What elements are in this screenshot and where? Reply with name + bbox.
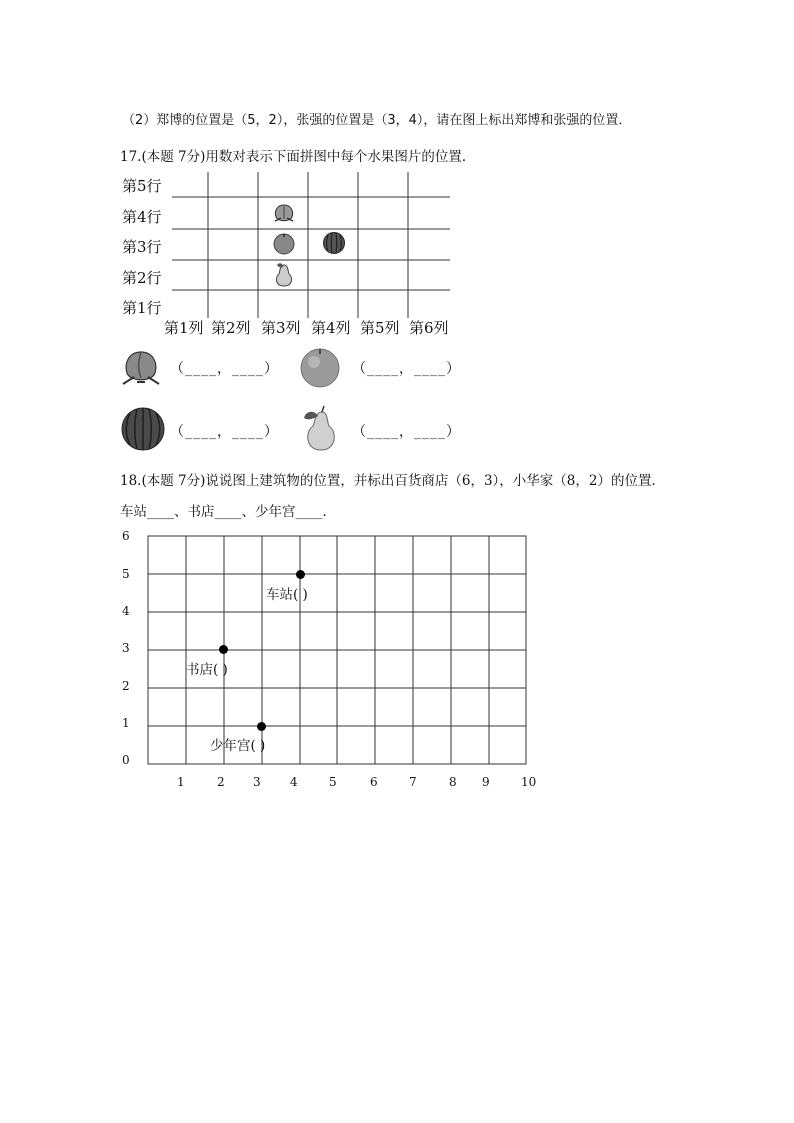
y-tick-1: 1	[122, 716, 130, 730]
y-tick-4: 4	[122, 604, 130, 618]
col-label-6: 第6列	[409, 319, 449, 337]
station-point	[296, 570, 305, 579]
x-tick-7: 7	[409, 775, 417, 789]
row-label-2: 第2行	[122, 269, 162, 287]
col-label-2: 第2列	[211, 319, 251, 337]
q18-fill-line[interactable]: 车站____、书店____、少年宫____．	[120, 504, 336, 520]
row-label-4: 第4行	[122, 208, 162, 226]
x-tick-1: 1	[177, 775, 185, 789]
x-tick-10: 10	[521, 775, 537, 789]
x-tick-3: 3	[253, 775, 261, 789]
col-label-1: 第1列	[164, 319, 204, 337]
y-tick-3: 3	[122, 641, 130, 655]
peach-answer[interactable]: （____，____）	[170, 361, 279, 377]
station-label: 车站( )	[266, 587, 308, 603]
x-tick-6: 6	[370, 775, 378, 789]
row-label-3: 第3行	[122, 238, 162, 256]
bookstore-point	[219, 645, 228, 654]
q18-title: 18.(本题 7分)说说图上建筑物的位置，并标出百货商店（6，3），小华家（8，2）的位置．	[120, 473, 665, 489]
x-tick-8: 8	[449, 775, 457, 789]
y-tick-6: 6	[122, 529, 130, 543]
youth-palace-label: 少年宫( )	[210, 738, 266, 754]
apple-answer[interactable]: （____，____）	[352, 361, 461, 377]
col-label-3: 第3列	[261, 319, 301, 337]
q17-title: 17.(本题 7分)用数对表示下面拼图中每个水果图片的位置．	[120, 149, 476, 165]
x-tick-5: 5	[329, 775, 337, 789]
pear-answer[interactable]: （____，____）	[352, 424, 461, 440]
watermelon-answer[interactable]: （____，____）	[170, 424, 279, 440]
q16-part2-text: （2）郑博的位置是（5，2），张强的位置是（3，4），请在图上标出郑博和张强的位置．	[122, 113, 632, 128]
y-tick-2: 2	[122, 679, 130, 693]
col-label-5: 第5列	[360, 319, 400, 337]
youth-palace-point	[257, 722, 266, 731]
y-tick-5: 5	[122, 567, 130, 581]
bookstore-label: 书店( )	[186, 662, 228, 678]
row-label-5: 第5行	[122, 177, 162, 195]
y-tick-0: 0	[122, 753, 130, 767]
col-label-4: 第4列	[311, 319, 351, 337]
x-tick-4: 4	[290, 775, 298, 789]
x-tick-2: 2	[217, 775, 225, 789]
x-tick-9: 9	[482, 775, 490, 789]
row-label-1: 第1行	[122, 299, 162, 317]
